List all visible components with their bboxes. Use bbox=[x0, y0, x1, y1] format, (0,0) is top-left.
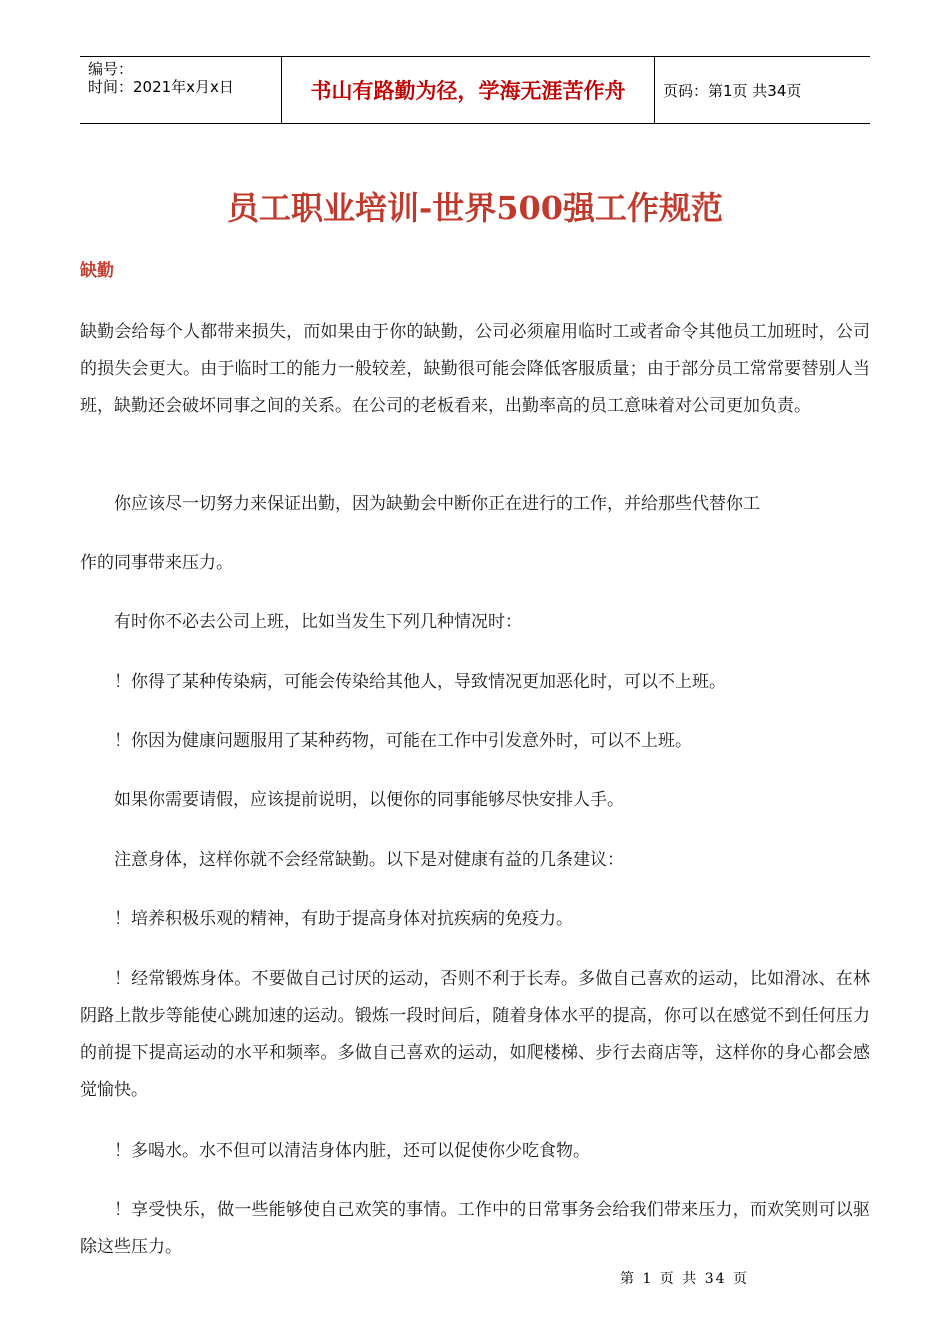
list-item: ！你因为健康问题服用了某种药物，可能在工作中引发意外时，可以不上班。 bbox=[114, 731, 692, 751]
paragraph: 作的同事带来压力。 bbox=[80, 553, 233, 573]
time-label: 时间：2021年x月x日 bbox=[88, 78, 234, 96]
section-heading: 缺勤 bbox=[80, 261, 114, 281]
paragraph: 有时你不必去公司上班，比如当发生下列几种情况时： bbox=[114, 612, 522, 632]
list-item: ！享受快乐，做一些能够使自己欢笑的事情。工作中的日常事务会给我们带来压力，而欢笑则可以驱除这些压力。 bbox=[80, 1200, 870, 1257]
paragraph: 如果你需要请假，应该提前说明，以便你的同事能够尽快安排人手。 bbox=[114, 790, 624, 810]
document-title: 员工职业培训-世界500强工作规范 bbox=[226, 189, 724, 227]
paragraph: 你应该尽一切努力来保证出勤，因为缺勤会中断你正在进行的工作，并给那些代替你工 bbox=[114, 494, 760, 514]
document-header bbox=[80, 56, 870, 124]
header-motto: 书山有路勤为径，学海无涯苦作舟 bbox=[281, 57, 655, 123]
number-label: 编号： bbox=[88, 60, 134, 78]
list-item: ！你得了某种传染病，可能会传染给其他人，导致情况更加恶化时，可以不上班。 bbox=[114, 672, 726, 692]
header-page-info: 页码：第1页 共34页 bbox=[663, 81, 802, 100]
paragraph: 注意身体，这样你就不会经常缺勤。以下是对健康有益的几条建议： bbox=[114, 850, 624, 870]
list-item: ！培养积极乐观的精神，有助于提高身体对抗疾病的免疫力。 bbox=[114, 909, 573, 929]
list-item: ！经常锻炼身体。不要做自己讨厌的运动，否则不利于长寿。多做自己喜欢的运动，比如滑冰、在林阴路上散步等能使心跳加速的运动。锻炼一段时间后，随着身体水平的提高，你可以在感觉不到任何压力的前提下提高运动的水平和频率。多做自己喜欢的运动，如爬楼梯、步行去商店等，这样你的身心都会感觉愉快。 bbox=[80, 969, 870, 1100]
list-item: ！多喝水。水不但可以清洁身体内脏，还可以促使你少吃食物。 bbox=[114, 1141, 590, 1161]
page-footer: 第 1 页 共 34 页 bbox=[620, 1271, 749, 1287]
header-meta bbox=[80, 57, 281, 123]
paragraph: 缺勤会给每个人都带来损失，而如果由于你的缺勤，公司必须雇用临时工或者命令其他员工加班时，公司的损失会更大。由于临时工的能力一般较差，缺勤很可能会降低客服质量；由于部分员工常常要替别人当班，缺勤还会破坏同事之间的关系。在公司的老板看来，出勤率高的员工意味着对公司更加负责。 bbox=[80, 322, 870, 416]
